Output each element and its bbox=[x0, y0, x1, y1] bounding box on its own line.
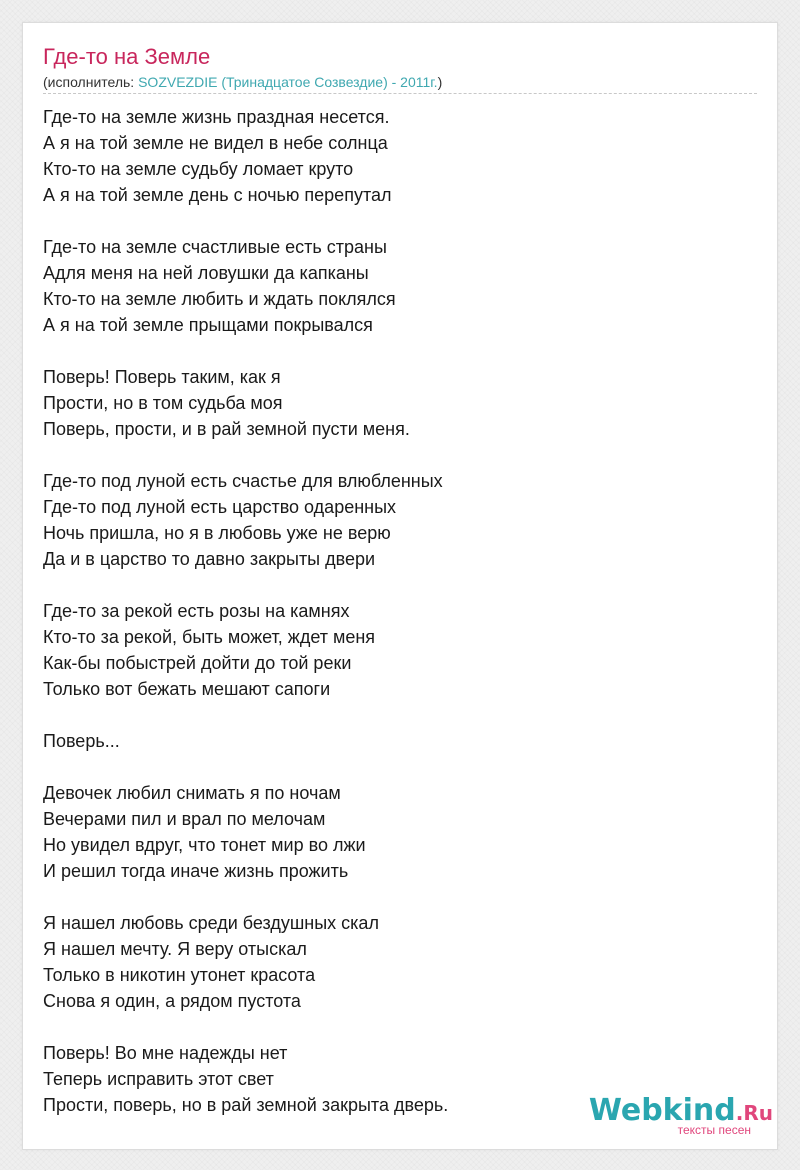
lyric-line: Только в никотин утонет красота bbox=[43, 965, 316, 985]
logo-name: Webkind bbox=[588, 1093, 736, 1128]
lyric-line: Девочек любил снимать я по ночам bbox=[43, 783, 341, 803]
logo-tld: .Ru bbox=[735, 1101, 773, 1125]
lyric-line: Кто-то на земле любить и ждать поклялся bbox=[43, 289, 396, 309]
lyric-line: Поверь, прости, и в рай земной пусти меня. bbox=[43, 419, 410, 439]
lyric-line: Как-бы побыстрей дойти до той реки bbox=[43, 653, 352, 673]
lyrics-card bbox=[22, 22, 778, 1150]
lyric-line: Я нашел мечту. Я веру отыскал bbox=[43, 939, 307, 959]
lyric-line: Снова я один, а рядом пустота bbox=[43, 991, 301, 1011]
stanza bbox=[43, 728, 743, 754]
lyric-line: Где-то на земле жизнь праздная несется. bbox=[43, 107, 390, 127]
performer-suffix: ) bbox=[437, 74, 443, 90]
lyric-line: И решил тогда иначе жизнь прожить bbox=[43, 861, 349, 881]
lyric-line: Кто-то за рекой, быть может, ждет меня bbox=[43, 627, 376, 647]
lyric-line: Где-то под луной есть царство одаренных bbox=[43, 497, 397, 517]
lyric-line: Да и в царство то давно закрыты двери bbox=[43, 549, 376, 569]
lyric-line: Я нашел любовь среди бездушных скал bbox=[43, 913, 379, 933]
stanza bbox=[43, 468, 743, 572]
dashed-divider bbox=[43, 93, 757, 94]
lyric-line: Где-то за рекой есть розы на камнях bbox=[43, 601, 350, 621]
stanza bbox=[43, 780, 743, 884]
lyric-line: А я на той земле прыщами покрывался bbox=[43, 315, 373, 335]
lyric-line: Прости, поверь, но в рай земной закрыта дверь. bbox=[43, 1095, 449, 1115]
lyric-line: А я на той земле не видел в небе солнца bbox=[43, 133, 388, 153]
lyric-line: Где-то под луной есть счастье для влюбленных bbox=[43, 471, 443, 491]
lyric-line: Теперь исправить этот свет bbox=[43, 1069, 274, 1089]
song-title: Где-то на Земле bbox=[43, 44, 211, 69]
lyric-line: Прости, но в том судьба моя bbox=[43, 393, 283, 413]
lyric-line: А я на той земле день с ночью перепутал bbox=[43, 185, 392, 205]
site-logo[interactable] bbox=[573, 1093, 773, 1149]
lyric-line: Где-то на земле счастливые есть страны bbox=[43, 237, 387, 257]
lyric-line: Кто-то на земле судьбу ломает круто bbox=[43, 159, 354, 179]
lyrics-body bbox=[43, 104, 743, 1144]
performer-info bbox=[43, 73, 442, 91]
performer-prefix: (исполнитель: bbox=[43, 74, 139, 90]
stanza bbox=[43, 910, 743, 1014]
lyric-line: Поверь! Поверь таким, как я bbox=[43, 367, 281, 387]
lyric-line: Но увидел вдруг, что тонет мир во лжи bbox=[43, 835, 366, 855]
stanza bbox=[43, 598, 743, 702]
artist-link[interactable]: SOZVEZDIE (Тринадцатое Созвездие) - 2011г. bbox=[138, 74, 438, 90]
stanza bbox=[43, 104, 743, 208]
logo-tagline: тексты песен bbox=[677, 1123, 751, 1137]
lyric-line: Поверь! Во мне надежды нет bbox=[43, 1043, 288, 1063]
lyric-line: Адля меня на ней ловушки да капканы bbox=[43, 263, 369, 283]
stanza bbox=[43, 234, 743, 338]
lyric-line: Только вот бежать мешают сапоги bbox=[43, 679, 331, 699]
lyric-line: Вечерами пил и врал по мелочам bbox=[43, 809, 326, 829]
lyric-line: Поверь... bbox=[43, 731, 120, 751]
lyric-line: Ночь пришла, но я в любовь уже не верю bbox=[43, 523, 391, 543]
stanza bbox=[43, 364, 743, 442]
